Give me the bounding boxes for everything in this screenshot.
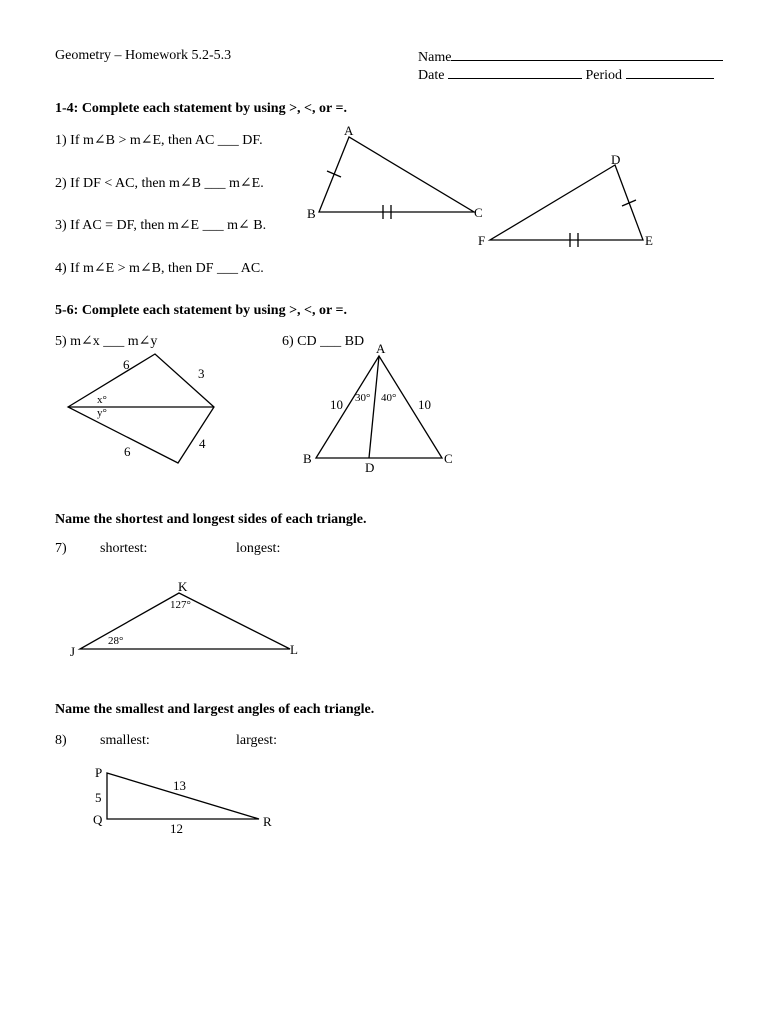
section2-heading: 5-6: Complete each statement by using >, <, or =. [55, 303, 347, 318]
fig6-label-c: C [444, 451, 453, 466]
date-label: Date [418, 68, 445, 83]
fig5-angle-x: x° [97, 394, 107, 406]
question-3: 3) If AC = DF, then m∠E ___ m∠ B. [55, 218, 267, 233]
question-5: 5) m∠x ___ m∠y [55, 334, 158, 349]
section4-heading: Name the smallest and largest angles of each triangle. [55, 702, 375, 717]
question-8-number: 8) [55, 733, 67, 748]
section1-heading: 1-4: Complete each statement by using >, <, or =. [55, 101, 347, 116]
section3-heading: Name the shortest and longest sides of each triangle. [55, 512, 367, 527]
worksheet-title: Geometry – Homework 5.2-5.3 [55, 48, 232, 63]
fig6-angle-dac: 40° [381, 392, 397, 404]
name-label: Name [418, 50, 452, 65]
fig6-angle-bad: 30° [355, 392, 371, 404]
smallest-label: smallest: [100, 733, 150, 748]
label-r: R [263, 814, 272, 829]
side-pr: 13 [173, 778, 186, 793]
label-j: J [70, 644, 76, 659]
fig5-side-top-right: 3 [198, 366, 205, 381]
label-q: Q [93, 812, 103, 827]
fig6-side-ab: 10 [330, 397, 343, 412]
label-d: D [611, 152, 621, 167]
side-qr: 12 [170, 821, 183, 836]
longest-label: longest: [236, 541, 281, 556]
fig5-side-bottom-left: 6 [124, 444, 131, 459]
label-l: L [290, 642, 298, 657]
question-4: 4) If m∠E > m∠B, then DF ___ AC. [55, 261, 264, 276]
fig6-label-d: D [365, 460, 375, 475]
fig5-side-top-left: 6 [123, 357, 130, 372]
shortest-label: shortest: [100, 541, 148, 556]
label-b: B [307, 206, 316, 221]
label-a: A [344, 123, 354, 138]
label-f: F [478, 233, 486, 248]
question-6: 6) CD ___ BD [282, 334, 365, 349]
angle-k: 127° [170, 599, 191, 611]
fig5-angle-y: y° [97, 407, 107, 419]
fig6-label-a: A [376, 341, 386, 356]
fig5-side-bottom-right: 4 [199, 436, 206, 451]
fig6-label-b: B [303, 451, 312, 466]
question-1: 1) If m∠B > m∠E, then AC ___ DF. [55, 133, 263, 148]
question-7-number: 7) [55, 541, 67, 556]
label-e: E [645, 233, 653, 248]
largest-label: largest: [236, 733, 277, 748]
period-label: Period [585, 68, 622, 83]
side-pq: 5 [95, 790, 102, 805]
fig6-side-ac: 10 [418, 397, 431, 412]
label-c: C [474, 205, 483, 220]
question-2: 2) If DF < AC, then m∠B ___ m∠E. [55, 176, 264, 191]
label-p: P [95, 765, 103, 780]
angle-j: 28° [108, 635, 124, 647]
label-k: K [178, 579, 188, 594]
